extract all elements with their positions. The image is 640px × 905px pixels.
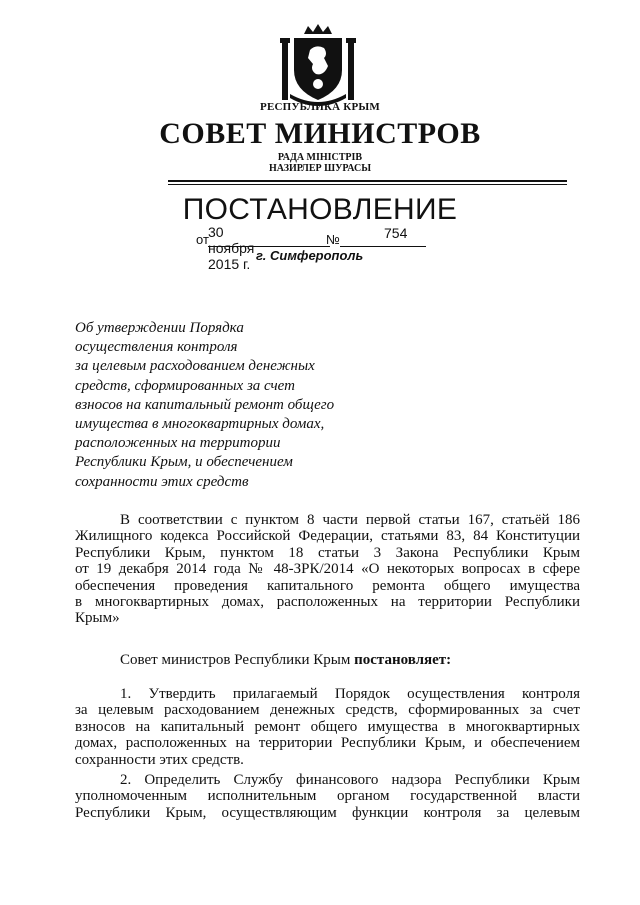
header-rule-thin: [168, 184, 567, 185]
subject-line: имущества в многоквартирных домах,: [75, 416, 325, 433]
text-line: Республики Крым, осуществляющим функции контроля за целевым: [75, 804, 580, 821]
subject-line: за целевым расходованием денежных: [75, 358, 315, 375]
council-subtitles: [0, 152, 640, 174]
decree-title: ПОСТАНОВЛЕНИЕ: [182, 193, 458, 226]
text-line: обеспечения проведения капитального ремонта общего имущества: [75, 577, 580, 594]
resolution-verb: постановляет:: [354, 652, 452, 668]
council-title-crimean-tatar: НАЗИРЛЕР ШУРАСЫ: [268, 163, 372, 174]
text-line: домах, расположенных на территории Республики Крым, и обеспечением: [75, 735, 580, 752]
clause-1: [75, 686, 580, 768]
subject-line: взносов на капитальный ремонт общего: [75, 396, 335, 413]
resolution-text: Совет министров Республики Крым: [120, 652, 355, 668]
text-line: Жилищного кодекса Российской Федерации, статьями 83, 84 Конституции: [75, 528, 580, 545]
text-line: Республики Крым, пунктом 18 статьи 3 Закона Республики Крым: [75, 544, 580, 561]
text-line: от 19 декабря 2014 года № 48-ЗРК/2014 «О некоторых вопросах в сфере: [75, 561, 580, 578]
subject-line: Республики Крым, и обеспечением: [75, 454, 293, 471]
preamble-paragraph: [75, 512, 580, 627]
decree-city: г. Симферополь: [256, 248, 364, 263]
text-line: сохранности этих средств.: [75, 751, 244, 768]
number-underline: [340, 246, 426, 247]
resolution-paragraph: [75, 652, 580, 668]
text-line: уполномоченным исполнительным органом государственной власти: [75, 788, 580, 805]
decree-number: 754: [384, 225, 408, 241]
crimea-coat-of-arms-icon: [280, 24, 356, 106]
republic-label: РЕСПУБЛИКА КРЫМ: [260, 101, 380, 113]
subject-line: расположенных на территории: [75, 435, 281, 452]
text-line: [75, 652, 580, 668]
council-title: СОВЕТ МИНИСТРОВ: [159, 117, 481, 150]
decree-subject: [75, 319, 375, 492]
date-underline: [208, 246, 330, 247]
header-rule-thick: [168, 180, 567, 182]
text-line: В соответствии с пунктом 8 части первой статьи 167, статьёй 186: [120, 512, 580, 528]
subject-line: осуществления контроля: [75, 339, 238, 356]
from-label: от: [196, 232, 209, 247]
number-label: №: [326, 232, 340, 247]
text-line: 2. Определить Службу финансового надзора Республики Крым: [120, 772, 580, 788]
text-line: Крым»: [75, 610, 120, 627]
text-line: за целевым расходованием денежных средств, сформированных за счет: [75, 702, 580, 719]
clause-2: [75, 772, 580, 821]
subject-line: сохранности этих средств: [75, 473, 249, 490]
text-line: в многоквартирных домах, расположенных на территории Республики: [75, 594, 580, 611]
text-line: взносов на капитальный ремонт общего имущества в многоквартирных: [75, 718, 580, 735]
subject-line: средств, сформированных за счет: [75, 377, 295, 394]
decree-date: 30 ноября 2015 г.: [208, 224, 255, 272]
council-title-ukrainian: РАДА МІНІСТРІВ: [277, 152, 363, 163]
text-line: 1. Утвердить прилагаемый Порядок осуществления контроля: [120, 686, 580, 702]
subject-line: Об утверждении Порядка: [75, 320, 244, 336]
